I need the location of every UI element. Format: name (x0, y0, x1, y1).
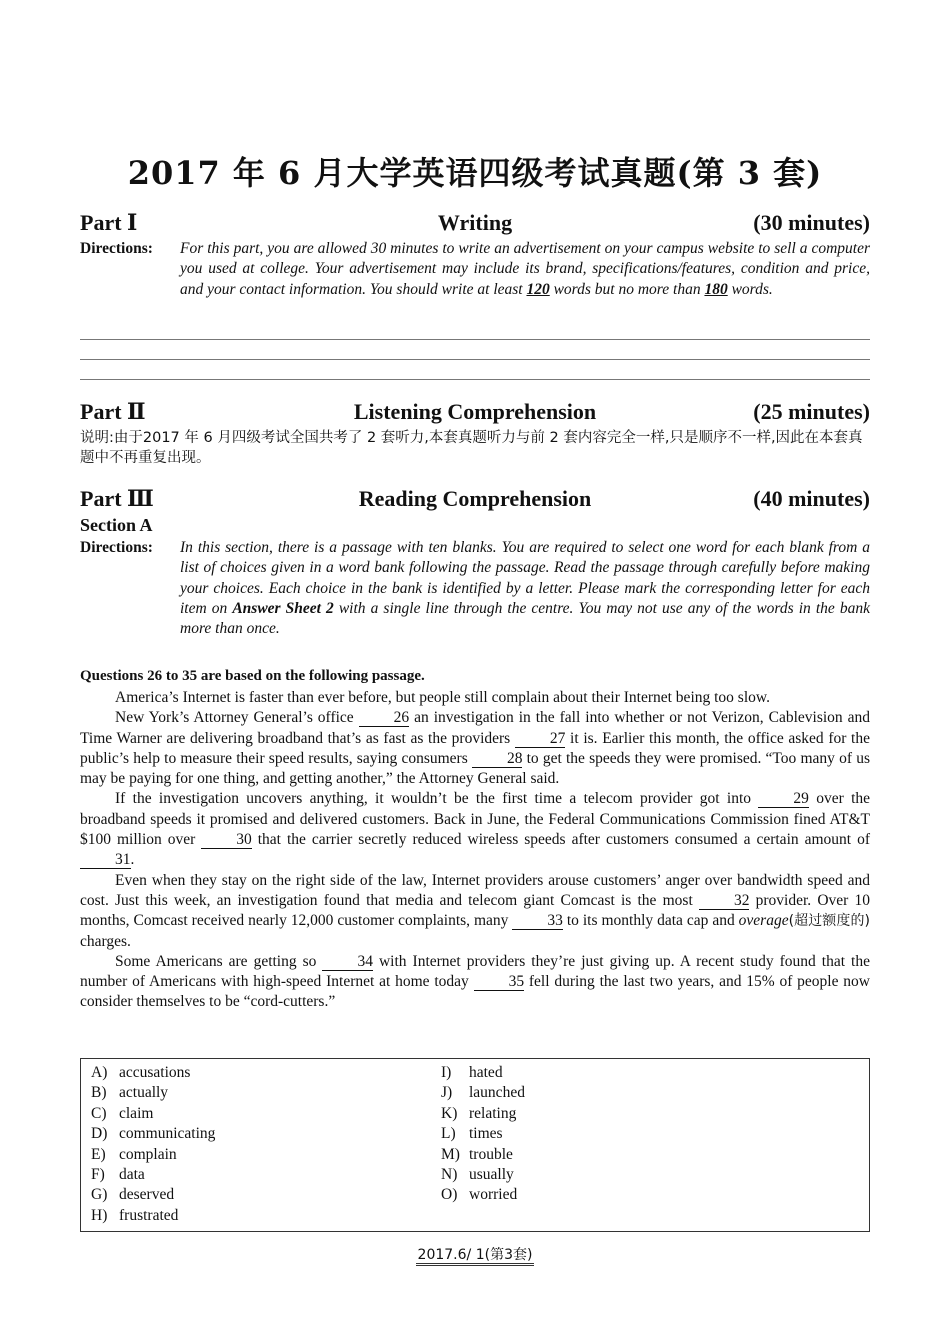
text-run: provider. Over 10 months, Comcast received nearly 12,000 customer complaints, many (80, 891, 870, 930)
option-word: times (469, 1125, 503, 1143)
word-option (91, 1145, 215, 1165)
page-footer (0, 1244, 950, 1264)
blank-31[interactable]: 31 (80, 852, 131, 869)
min-words: 120 (526, 280, 550, 298)
word-option (441, 1185, 525, 1205)
option-word: actually (119, 1084, 169, 1102)
page-title: 2017 年 6 月大学英语四级考试真题(第 3 套) (127, 154, 823, 192)
part1-directions (80, 239, 870, 300)
text-run: If the investigation uncovers anything, it wouldn’t be the first time a telecom provider got into (115, 790, 759, 808)
writing-line-2 (80, 359, 870, 360)
option-word: trouble (469, 1145, 513, 1163)
blank-30[interactable]: 30 (201, 832, 252, 849)
option-letter: O) (441, 1186, 458, 1204)
word-option (441, 1104, 525, 1124)
part2-title: Listening Comprehension (353, 399, 597, 424)
overage-term: overage (738, 912, 789, 930)
blank-35[interactable]: 35 (474, 974, 525, 991)
option-word: deserved (119, 1186, 175, 1204)
part3-directions-text: In this section, there is a passage with ten blanks. You are required to select one word for each blank from a list of choices given in a word bank following the passage. Read the passage through carefully before making your choices. Each choice in the bank is identified by a letter. Please mark the corresponding letter for each item on (180, 539, 870, 617)
word-option (91, 1104, 215, 1124)
word-option (441, 1063, 525, 1083)
option-word: data (119, 1166, 145, 1184)
part2-header (80, 399, 870, 427)
footer-page-number: 2017.6/ 1(第3套) (416, 1247, 535, 1266)
part3-label: Part Ⅲ (80, 486, 154, 511)
text-run: it is. Earlier this month, the office asked for the public’s help to measure their speed results, saying consumers (80, 729, 870, 767)
overage-gloss: (超过额度的) (788, 913, 870, 930)
option-letter: E) (91, 1145, 106, 1163)
paragraph-5 (80, 952, 870, 1013)
part1-directions-end: words. (727, 280, 773, 298)
text-run: an investigation in the fall into whether or not Verizon, Cablevision and Time Warner are delivering broadband that’s as fast as the providers (80, 709, 871, 747)
word-option (91, 1206, 215, 1226)
paragraph-4 (80, 871, 870, 952)
blank-27[interactable]: 27 (515, 731, 566, 748)
max-words: 180 (704, 280, 728, 298)
blank-29[interactable]: 29 (758, 791, 809, 808)
word-bank (80, 1058, 870, 1232)
part1-directions-label: Directions: (80, 240, 153, 257)
paragraph-3 (80, 789, 870, 870)
part2-label: Part Ⅱ (80, 399, 146, 424)
option-letter: K) (441, 1104, 458, 1122)
word-bank-right-column (441, 1063, 525, 1206)
part2-note: 说明:由于2017 年 6 月四级考试全国共考了 2 套听力,本套真题听力与前 2 套内容完全一样,只是顺序不一样,因此在本套真题中不再重复出现。 (80, 430, 863, 466)
paragraph-1: America’s Internet is faster than ever before, but people still complain about their Internet being too slow. (115, 689, 770, 706)
part1-label: Part Ⅰ (80, 210, 138, 235)
option-letter: A) (91, 1064, 108, 1081)
option-letter: B) (91, 1084, 107, 1102)
part1-header (80, 210, 870, 238)
text-run: . (130, 851, 135, 869)
part2-minutes: (25 minutes) (753, 399, 870, 424)
option-word: worried (469, 1186, 518, 1204)
blank-26[interactable]: 26 (359, 710, 410, 727)
option-word: launched (469, 1084, 525, 1102)
reading-passage (80, 688, 870, 1013)
option-word: complain (119, 1145, 177, 1163)
option-letter: L) (441, 1125, 456, 1143)
part3-directions (80, 538, 870, 639)
word-option (441, 1124, 525, 1144)
questions-heading: Questions 26 to 35 are based on the following passage. (80, 668, 425, 684)
part1-title: Writing (437, 210, 513, 235)
word-bank-left-column (91, 1063, 215, 1226)
option-letter: D) (91, 1125, 108, 1143)
option-word: relating (469, 1104, 517, 1122)
word-option (91, 1185, 215, 1205)
text-run: with Internet providers they’re just giving up. A recent study found that the number of Americans with high-speed Internet at home today (80, 952, 870, 991)
text-run: that the carrier secretly reduced wireless speeds after customers consumed a certain amount of (251, 831, 870, 849)
part1-directions-mid: words but no more than (549, 280, 705, 298)
option-letter: H) (91, 1206, 108, 1224)
option-letter: N) (441, 1166, 458, 1184)
blank-28[interactable]: 28 (472, 751, 523, 768)
answer-sheet-ref: Answer Sheet 2 (232, 599, 334, 617)
option-letter: M) (441, 1145, 460, 1163)
blank-32[interactable]: 32 (699, 893, 750, 910)
word-option (441, 1083, 525, 1103)
text-run: over the broadband speeds it promised and delivered customers. Back in June, the Federal Communications Commission fined AT&T $100 million over (80, 790, 871, 849)
part3-directions-label: Directions: (80, 539, 153, 556)
option-letter: G) (91, 1186, 108, 1204)
blank-33[interactable]: 33 (512, 913, 563, 930)
option-word: usually (469, 1166, 514, 1184)
option-letter: F) (91, 1166, 105, 1184)
option-word: accusations (119, 1064, 191, 1081)
text-run: charges. (80, 932, 131, 950)
option-word: frustrated (119, 1206, 179, 1224)
part1-directions-text: For this part, you are allowed 30 minutes to write an advertisement on your campus website to sell a computer you used at college. Your advertisement may include its brand, specifications/features, condition and price, and your contact information. You should write at least (180, 240, 870, 298)
section-a-heading: Section A (80, 515, 153, 535)
text-run: New York’s Attorney General’s office (115, 709, 359, 727)
word-option (91, 1124, 215, 1144)
text-run: Some Americans are getting so (115, 952, 323, 970)
text-run: to get the speeds they were promised. “Too many of us may be paying for one thing, and getting another,” the Attorney General said. (80, 749, 870, 788)
word-option (91, 1165, 215, 1185)
option-word: communicating (119, 1125, 216, 1143)
writing-line-1 (80, 339, 870, 340)
part3-directions-end: with a single line through the centre. You may not use any of the words in the bank more than once. (180, 599, 870, 638)
word-option (91, 1063, 215, 1083)
word-option (441, 1145, 525, 1165)
paragraph-2 (80, 708, 870, 789)
text-run: to its monthly data cap and (562, 912, 739, 930)
text-run: fell during the last two years, and 15% of people now consider themselves to be “cord-cutters.” (80, 973, 870, 1011)
option-word: claim (119, 1104, 154, 1122)
part3-title: Reading Comprehension (358, 486, 592, 511)
part1-minutes: (30 minutes) (753, 210, 870, 235)
word-option (91, 1083, 215, 1103)
part3-header (80, 486, 870, 514)
writing-line-3 (80, 379, 870, 380)
part3-minutes: (40 minutes) (753, 486, 870, 511)
option-letter: J) (441, 1084, 453, 1102)
option-letter: I) (441, 1064, 452, 1081)
text-run: Even when they stay on the right side of the law, Internet providers arouse customers’ anger over bandwidth speed and cost. Just this week, an investigation found that media and telecom giant Comcast is the most (80, 871, 870, 909)
word-option (441, 1165, 525, 1185)
blank-34[interactable]: 34 (322, 954, 373, 971)
option-word: hated (469, 1064, 503, 1081)
option-letter: C) (91, 1104, 107, 1122)
